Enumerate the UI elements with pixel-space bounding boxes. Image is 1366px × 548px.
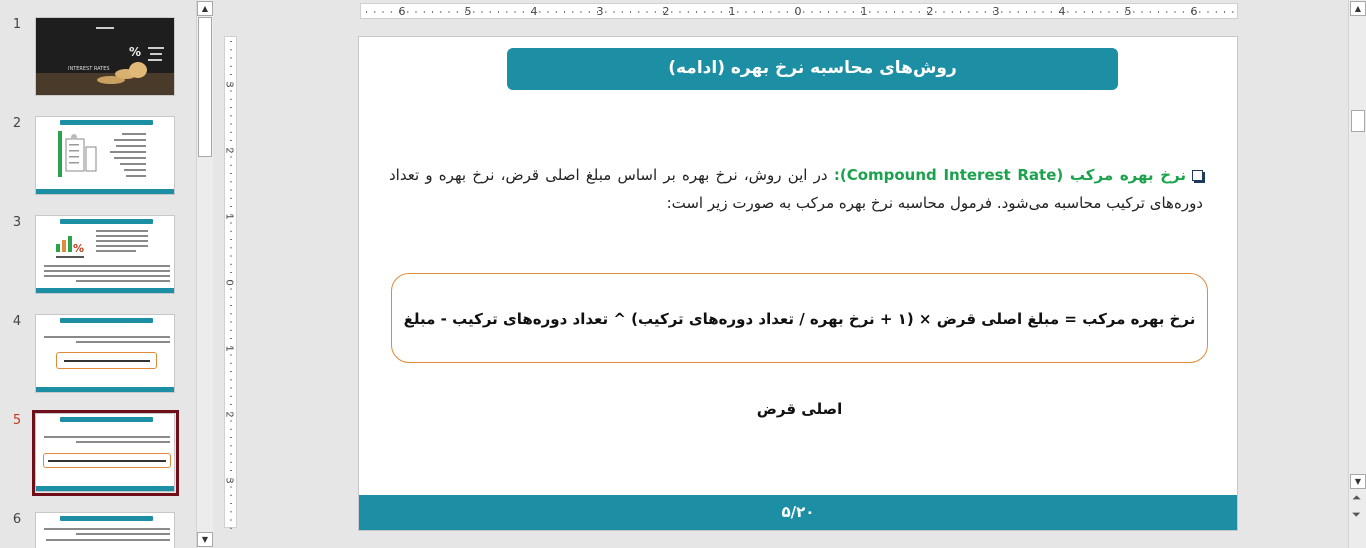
ruler-tick bbox=[230, 140, 232, 141]
ruler-tick bbox=[230, 355, 232, 356]
ruler-tick bbox=[383, 11, 384, 13]
ruler-tick bbox=[828, 11, 829, 13]
scroll-down-button[interactable]: ▼ bbox=[197, 532, 213, 547]
ruler-tick bbox=[614, 11, 615, 13]
thumbnail-text-line bbox=[114, 157, 146, 159]
ruler-label: 6 bbox=[1190, 5, 1198, 18]
slide-title[interactable]: روش‌های محاسبه نرخ بهره (ادامه) bbox=[507, 48, 1118, 90]
ruler-tick bbox=[230, 520, 232, 521]
ruler-tick bbox=[230, 231, 232, 232]
ruler-tick bbox=[230, 437, 232, 438]
ruler-tick bbox=[230, 157, 232, 158]
thumbnail-footer-bar bbox=[36, 387, 174, 392]
ruler-tick bbox=[911, 11, 912, 13]
thumbnail-title-bar bbox=[60, 318, 153, 323]
ruler-tick bbox=[952, 11, 953, 13]
ruler-tick bbox=[230, 206, 232, 207]
ruler-tick bbox=[230, 396, 232, 397]
slide-number: 2 bbox=[12, 116, 22, 131]
thumbnail-scrollbar[interactable] bbox=[196, 0, 213, 548]
ruler-tick bbox=[836, 11, 837, 13]
ruler-tick bbox=[655, 11, 656, 13]
ruler-tick bbox=[230, 363, 232, 364]
thumbnail-row-6[interactable] bbox=[0, 512, 196, 548]
selected-thumbnail-frame bbox=[32, 410, 179, 496]
slide-thumbnail-6[interactable] bbox=[35, 512, 175, 548]
slide-number: 1 bbox=[12, 17, 22, 32]
ruler-tick bbox=[1026, 11, 1027, 13]
ruler-tick bbox=[919, 11, 920, 13]
ruler-tick bbox=[713, 11, 714, 13]
ruler-tick bbox=[1150, 11, 1151, 13]
thumbnail-title-bar bbox=[60, 516, 153, 521]
ruler-tick bbox=[1117, 11, 1118, 13]
ruler-tick bbox=[230, 91, 232, 92]
slide-body-text[interactable] bbox=[389, 161, 1203, 217]
ruler-label: 2 bbox=[926, 5, 934, 18]
ruler-tick bbox=[1067, 11, 1068, 13]
thumbnail-text-line bbox=[126, 175, 146, 177]
ruler-tick bbox=[230, 198, 232, 199]
ruler-tick bbox=[230, 124, 232, 125]
ruler-tick bbox=[1199, 11, 1200, 13]
ruler-tick bbox=[230, 239, 232, 240]
ruler-tick bbox=[230, 272, 232, 273]
svg-text:%: % bbox=[73, 242, 85, 255]
next-slide-icon[interactable]: ⏷ bbox=[1352, 508, 1361, 521]
bullet-description: در این روش، نرخ بهره بر اساس مبلغ اصلی قرض، نرخ بهره و تعداد دوره‌های ترکیب محاسبه می‌شود. فرمول محاسبه نرخ بهره مرکب به صورت زیر است: bbox=[389, 166, 1203, 212]
ruler-tick bbox=[556, 11, 557, 13]
thumbnail-image bbox=[36, 216, 175, 294]
ruler-tick bbox=[230, 223, 232, 224]
ruler-tick bbox=[754, 11, 755, 13]
ruler-tick bbox=[230, 470, 232, 471]
ruler-label: 2 bbox=[662, 5, 670, 18]
scroll-up-button[interactable]: ▲ bbox=[1350, 1, 1366, 16]
ruler-tick bbox=[230, 379, 232, 380]
ruler-tick bbox=[230, 256, 232, 257]
ruler-tick bbox=[589, 11, 590, 13]
thumbnail-text-line bbox=[76, 280, 170, 282]
thumbnail-text-line bbox=[44, 265, 170, 267]
ruler-tick bbox=[230, 74, 232, 75]
ruler-tick bbox=[230, 132, 232, 133]
ruler-label: 2 bbox=[223, 147, 235, 154]
ruler-tick bbox=[490, 11, 491, 13]
ruler-tick bbox=[886, 11, 887, 13]
ruler-tick bbox=[630, 11, 631, 13]
ruler-tick bbox=[853, 11, 854, 13]
ruler-tick bbox=[230, 41, 232, 42]
ruler-tick bbox=[230, 66, 232, 67]
thumbnail-text-line bbox=[44, 275, 170, 277]
ruler-tick bbox=[878, 11, 879, 13]
ruler-tick bbox=[1043, 11, 1044, 13]
ruler-tick bbox=[1010, 11, 1011, 13]
ruler-tick bbox=[968, 11, 969, 13]
thumbnail-text-line bbox=[96, 240, 148, 242]
ruler-tick bbox=[820, 11, 821, 13]
ruler-tick bbox=[230, 503, 232, 504]
ruler-tick bbox=[230, 454, 232, 455]
slide-number: 5 bbox=[12, 413, 22, 428]
thumbnail-text-line bbox=[76, 533, 170, 535]
ruler-tick bbox=[762, 11, 763, 13]
ruler-tick bbox=[416, 11, 417, 13]
ruler-tick bbox=[440, 11, 441, 13]
ruler-tick bbox=[1084, 11, 1085, 13]
ruler-tick bbox=[230, 421, 232, 422]
ruler-tick bbox=[374, 11, 375, 13]
ruler-tick bbox=[1133, 11, 1134, 13]
ruler-tick bbox=[1001, 11, 1002, 13]
ruler-tick bbox=[407, 11, 408, 13]
thumbnail-text-line bbox=[76, 341, 170, 343]
ruler-tick bbox=[902, 11, 903, 13]
ruler-label: 1 bbox=[728, 5, 736, 18]
editor-scrollbar[interactable] bbox=[1348, 0, 1366, 548]
scroll-thumb[interactable] bbox=[1351, 110, 1365, 132]
ruler-tick bbox=[230, 247, 232, 248]
thumbnail-text-line bbox=[124, 169, 146, 171]
ruler-tick bbox=[696, 11, 697, 13]
ruler-tick bbox=[539, 11, 540, 13]
slide-thumbnail-3[interactable] bbox=[35, 215, 175, 294]
ruler-tick bbox=[230, 487, 232, 488]
ruler-tick bbox=[230, 173, 232, 174]
vertical-ruler bbox=[224, 36, 237, 528]
svg-text:INTEREST RATES: INTEREST RATES bbox=[68, 66, 110, 72]
ruler-tick bbox=[1051, 11, 1052, 13]
ruler-tick bbox=[812, 11, 813, 13]
ruler-tick bbox=[230, 388, 232, 389]
ruler-tick bbox=[1092, 11, 1093, 13]
ruler-tick bbox=[581, 11, 582, 13]
ruler-tick bbox=[803, 11, 804, 13]
ruler-tick bbox=[647, 11, 648, 13]
thumbnail-text-line bbox=[46, 539, 170, 541]
ruler-tick bbox=[1208, 11, 1209, 13]
ruler-tick bbox=[1232, 11, 1233, 13]
ruler-tick bbox=[1158, 11, 1159, 13]
ruler-tick bbox=[457, 11, 458, 13]
ruler-tick bbox=[985, 11, 986, 13]
ruler-tick bbox=[230, 165, 232, 166]
ruler-tick bbox=[1183, 11, 1184, 13]
thumbnail-text-line bbox=[44, 336, 170, 338]
ruler-tick bbox=[230, 289, 232, 290]
ruler-tick bbox=[230, 338, 232, 339]
ruler-tick bbox=[230, 330, 232, 331]
ruler-tick bbox=[230, 58, 232, 59]
ruler-tick bbox=[230, 528, 232, 529]
ruler-label: 2 bbox=[223, 411, 235, 418]
ruler-tick bbox=[572, 11, 573, 13]
thumbnail-image bbox=[36, 18, 175, 96]
thumbnail-text-line bbox=[110, 151, 146, 153]
thumbnail-text-line bbox=[96, 235, 148, 237]
ruler-tick bbox=[523, 11, 524, 13]
ruler-tick bbox=[638, 11, 639, 13]
ruler-tick bbox=[230, 115, 232, 116]
ruler-tick bbox=[977, 11, 978, 13]
ruler-tick bbox=[230, 107, 232, 108]
ruler-tick bbox=[230, 305, 232, 306]
ruler-tick bbox=[230, 313, 232, 314]
slide-number: 3 bbox=[12, 215, 22, 230]
ruler-tick bbox=[1076, 11, 1077, 13]
ruler-tick bbox=[230, 429, 232, 430]
ruler-tick bbox=[1216, 11, 1217, 13]
ruler-tick bbox=[230, 371, 232, 372]
scroll-down-button[interactable]: ▼ bbox=[1350, 474, 1366, 489]
ruler-tick bbox=[230, 99, 232, 100]
ruler-tick bbox=[230, 264, 232, 265]
ruler-tick bbox=[894, 11, 895, 13]
ruler-tick bbox=[1166, 11, 1167, 13]
thumbnail-row-5[interactable] bbox=[0, 413, 196, 499]
slide-footer-bar bbox=[359, 495, 1237, 530]
thumbnail-text-line bbox=[64, 360, 150, 362]
ruler-tick bbox=[1109, 11, 1110, 13]
thumbnail-text-line bbox=[122, 133, 146, 135]
thumbnail-row-2[interactable] bbox=[0, 116, 196, 202]
bullet-term: نرخ بهره مرکب (Compound Interest Rate): bbox=[833, 166, 1186, 184]
ruler-label: 3 bbox=[596, 5, 604, 18]
ruler-tick bbox=[704, 11, 705, 13]
ruler-tick bbox=[230, 297, 232, 298]
ruler-tick bbox=[1034, 11, 1035, 13]
ruler-tick bbox=[473, 11, 474, 13]
previous-slide-icon[interactable]: ⏶ bbox=[1352, 491, 1361, 504]
ruler-tick bbox=[680, 11, 681, 13]
ruler-tick bbox=[230, 49, 232, 50]
ruler-tick bbox=[548, 11, 549, 13]
checkbox-bullet-icon bbox=[1192, 170, 1203, 181]
thumbnail-text-line bbox=[44, 528, 170, 530]
thumbnail-image bbox=[36, 117, 175, 195]
ruler-tick bbox=[424, 11, 425, 13]
slide-number: 4 bbox=[12, 314, 22, 329]
ruler-label: 1 bbox=[860, 5, 868, 18]
ruler-tick bbox=[506, 11, 507, 13]
thumbnail-text-line bbox=[96, 245, 148, 247]
ruler-tick bbox=[746, 11, 747, 13]
ruler-tick bbox=[230, 322, 232, 323]
ruler-tick bbox=[366, 11, 367, 13]
ruler-tick bbox=[622, 11, 623, 13]
ruler-tick bbox=[845, 11, 846, 13]
slide-number: 6 bbox=[12, 512, 22, 527]
ruler-tick bbox=[605, 11, 606, 13]
slide-thumbnail-4[interactable] bbox=[35, 314, 175, 393]
ruler-tick bbox=[230, 404, 232, 405]
slide-canvas[interactable] bbox=[358, 36, 1238, 531]
ruler-tick bbox=[779, 11, 780, 13]
ruler-tick bbox=[432, 11, 433, 13]
page-number: ۵/۲۰ bbox=[781, 503, 815, 521]
formula-box[interactable]: نرخ بهره مرکب = مبلغ اصلی قرض × (۱ + نرخ بهره / تعداد دوره‌های ترکیب) ^ تعداد دوره‌های ترکیب - مبلغ اصلی قرض bbox=[391, 273, 1208, 363]
ruler-tick bbox=[230, 445, 232, 446]
ruler-label: 1 bbox=[223, 213, 235, 220]
horizontal-ruler bbox=[360, 3, 1238, 19]
ruler-tick bbox=[1224, 11, 1225, 13]
ruler-label: 4 bbox=[1058, 5, 1066, 18]
ruler-tick bbox=[944, 11, 945, 13]
ruler-tick bbox=[515, 11, 516, 13]
ruler-tick bbox=[391, 11, 392, 13]
ruler-tick bbox=[564, 11, 565, 13]
ruler-label: 0 bbox=[223, 279, 235, 286]
ruler-tick bbox=[1142, 11, 1143, 13]
thumbnail-text-line bbox=[44, 270, 170, 272]
ruler-label: 4 bbox=[530, 5, 538, 18]
ruler-label: 5 bbox=[464, 5, 472, 18]
ruler-tick bbox=[482, 11, 483, 13]
slide-editor bbox=[214, 0, 1348, 548]
ruler-tick bbox=[671, 11, 672, 13]
slide-thumbnail-2[interactable] bbox=[35, 116, 175, 195]
thumbnail-text-line bbox=[120, 163, 146, 165]
thumbnail-text-line bbox=[96, 230, 148, 232]
ruler-tick bbox=[721, 11, 722, 13]
ruler-label: 3 bbox=[223, 81, 235, 88]
ruler-tick bbox=[1100, 11, 1101, 13]
thumbnail-row-3[interactable] bbox=[0, 215, 196, 301]
ruler-tick bbox=[230, 181, 232, 182]
ruler-tick bbox=[449, 11, 450, 13]
ruler-tick bbox=[230, 462, 232, 463]
ruler-label: 5 bbox=[1124, 5, 1132, 18]
svg-text:%: % bbox=[129, 45, 142, 59]
ruler-tick bbox=[230, 495, 232, 496]
ruler-tick bbox=[688, 11, 689, 13]
ruler-label: 0 bbox=[794, 5, 802, 18]
ruler-tick bbox=[770, 11, 771, 13]
thumbnail-footer-bar bbox=[36, 288, 174, 293]
ruler-tick bbox=[960, 11, 961, 13]
ruler-tick bbox=[230, 190, 232, 191]
ruler-tick bbox=[869, 11, 870, 13]
thumbnail-footer-bar bbox=[36, 189, 174, 194]
ruler-tick bbox=[1175, 11, 1176, 13]
ruler-tick bbox=[1018, 11, 1019, 13]
thumbnail-text-line bbox=[116, 145, 146, 147]
scroll-up-button[interactable]: ▲ bbox=[197, 1, 213, 16]
ruler-label: 3 bbox=[992, 5, 1000, 18]
thumbnail-row-1[interactable] bbox=[0, 17, 196, 103]
ruler-label: 3 bbox=[223, 477, 235, 484]
scroll-thumb[interactable] bbox=[198, 17, 212, 157]
ruler-label: 6 bbox=[398, 5, 406, 18]
ruler-tick bbox=[230, 511, 232, 512]
ruler-tick bbox=[737, 11, 738, 13]
ruler-label: 1 bbox=[223, 345, 235, 352]
ruler-tick bbox=[935, 11, 936, 13]
slide-thumbnail-pane bbox=[0, 0, 196, 548]
thumbnail-row-4[interactable] bbox=[0, 314, 196, 400]
thumbnail-text-line bbox=[114, 139, 146, 141]
ruler-tick bbox=[787, 11, 788, 13]
ruler-tick bbox=[498, 11, 499, 13]
thumbnail-text-line bbox=[96, 250, 136, 252]
slide-thumbnail-1[interactable] bbox=[35, 17, 175, 96]
